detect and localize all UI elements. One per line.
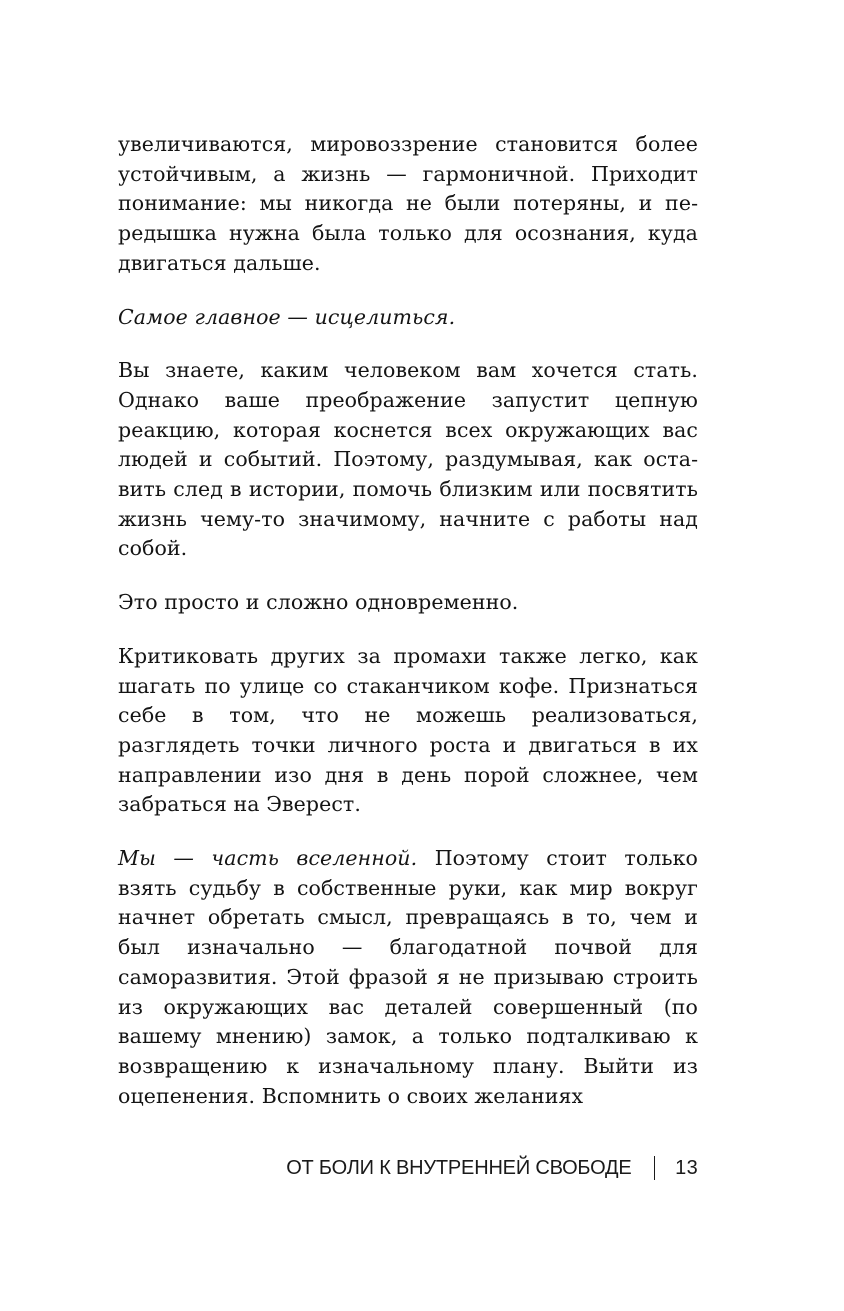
footer-divider: [654, 1156, 656, 1180]
paragraph-6: [118, 844, 698, 1111]
page-footer: [268, 1153, 698, 1183]
paragraph-3: [118, 356, 698, 564]
page-body: [118, 130, 698, 1111]
paragraph-3-text: Вы знаете, каким человеком вам хочется стать. Однако ваше преображение запустит цепную реакцию, которая коснется всех окружающих вас людей и событий. Поэтому, раздумывая, как оставить след в истории, помочь близким или посвятить жизнь чему-то значимому, начните с работы над собой.: [118, 358, 698, 561]
page-number: 13: [675, 1156, 698, 1179]
paragraph-6-text: Поэтому стоит только взять судьбу в собственные руки, как мир вокруг начнет обретать смысл, превращаясь в то, чем и был изначально — благодатной почвой для саморазвития. Этой фразой я не призываю строить из окружающих вас деталей совершенный (по вашему мнению) замок, а только подталкиваю к возвращению к изначальному плану. Выйти из оцепенения. Вспомнить о своих желаниях: [118, 846, 698, 1108]
paragraph-1-text: увеличиваются, мировоззрение становится более устойчивым, а жизнь — гармоничной. Приходит понимание: мы никогда не были потеряны, и передышка нужна была только для осознания, куда двигаться дальше.: [118, 132, 698, 275]
paragraph-5: [118, 642, 698, 820]
paragraph-2-italic: Самое главное — исцелиться.: [118, 304, 456, 329]
paragraph-6-italic: Мы — часть вселенной.: [118, 846, 418, 871]
paragraph-4: [118, 588, 698, 618]
paragraph-5-text: Критиковать других за промахи также легко, как шагать по улице со стаканчиком кофе. Признаться себе в том, что не можешь реализоваться, разглядеть точки личного роста и двигаться в их направлении изо дня в день порой сложнее, чем забраться на Эверест.: [118, 643, 698, 817]
running-title: ОТ БОЛИ К ВНУТРЕННЕЙ СВОБОДЕ: [286, 1156, 632, 1179]
paragraph-2: [118, 303, 698, 333]
paragraph-4-text: Это просто и сложно одновременно.: [118, 590, 519, 615]
paragraph-1: [118, 130, 698, 279]
